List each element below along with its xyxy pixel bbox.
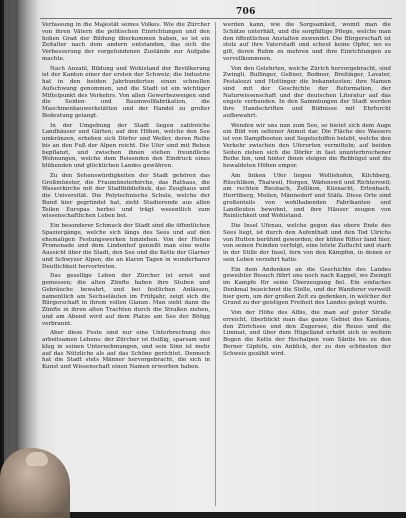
- header-rule: [40, 18, 392, 19]
- paragraph: Verfassung in die Majestät seines Volkes. Wie die Zürcher von ihren Vätern die politischen Einrichtungen und den hohen Grad der Bildung überkommen haben, so ist ein Zeitalter nach dem andern entstanden, das sich die Verbesserung der vorgefundenen Zustände zur Aufgabe machte.: [42, 22, 210, 62]
- book-page: [18, 0, 406, 512]
- paragraph: Aber diese Feste sind nur eine Unterbrechung des arbeitsamen Lebens; der Zürcher ist fleißig, sparsam und klug in seinen Unternehmungen, und sein Sinn ist mehr auf das Nützliche als auf das Schöne gerichtet. Dennoch hat die Stadt stets Männer hervorgebracht, die sich in Kunst und Wissenschaft einen Namen erworben haben.: [42, 330, 210, 370]
- paragraph: Ein besonderer Schmuck der Stadt sind die öffentlichen Spaziergänge, welche sich längs des Sees und auf den ehemaligen Festungswerken hinziehen. Von der Hohen Promenade und dem Lindenhof genießt man eine weite Aussicht über die Stadt, den See und die Kette der Glarner und Schwyzer Alpen, die an klaren Tagen in wunderbarer Deutlichkeit hervortreten.: [42, 223, 210, 270]
- paragraph: werden kann, wie die Sorgsamkeit, womit man die Schätze unterhält, und die sorgfältige Pflege, welche man den öffentlichen Anstalten zuwendet. Die Bürgerschaft ist stolz auf ihre Vaterstadt und scheut keine Opfer, wo es gilt, deren Ruhm zu mehren und ihre Einrichtungen zu vervollkommnen.: [223, 22, 391, 62]
- paragraph: Das gesellige Leben der Zürcher ist ernst und gemessen; die alten Zünfte haben ihre Stuben und Gebräuche bewahrt, und bei festlichen Anlässen, namentlich am Sechseläuten im Frühjahr, zeigt sich die Bürgerschaft in ihrem vollen Glanze. Man sieht dann die Zünfte in ihren alten Trachten durch die Straßen ziehen, und am Abend wird auf dem Platze am See der Böögg verbrannt.: [42, 273, 210, 327]
- text-column-left: [42, 22, 210, 508]
- paragraph: Von den Gelehrten, welche Zürich hervorgebracht, sind Zwingli, Bullinger, Geßner, Bodmer, Breitinger, Lavater, Pestalozzi und Hottinger die bekanntesten; ihre Namen sind mit der Geschichte der Reformation, der Naturwissenschaft und der deutschen Literatur auf das engste verbunden. In den Sammlungen der Stadt werden ihre Handschriften und Bildnisse mit Ehrfurcht aufbewahrt.: [223, 65, 391, 119]
- text-column-right: [223, 22, 391, 508]
- page-number: 706: [236, 7, 256, 17]
- column-divider: [215, 22, 216, 506]
- paragraph: Am linken Ufer liegen Wollishofen, Kilchberg, Rüschlikon, Thalweil, Horgen, Wädenswil und Richterswil; am rechten Riesbach, Zollikon, Küsnacht, Erlenbach, Herrliberg, Meilen, Männedorf und Stäfa. Diese Orte sind großenteils von wohlhabenden Fabrikanten und Landleuten bewohnt, und ihre Häuser zeugen von Reinlichkeit und Wohlstand.: [223, 172, 391, 220]
- book-page-edges: [4, 0, 18, 512]
- paragraph: Nach Anzahl, Bildung und Wohlstand der Bevölkerung ist der Kanton einer der ersten der Schweiz; die Industrie hat in den beiden Jahrhunderten einen schnellen Aufschwung genommen, und die Stadt ist ein wichtiger Mittelpunkt des Verkehrs. Von allen Gewerbszweigen sind die Seiden- und Baumwollfabrikation, die Maschinenbauwerkstätten und der Handel zu großer Bedeutung gelangt.: [42, 65, 210, 119]
- paragraph: Ein dem Andenken an die Geschichte des Landes geweihter Besuch führt uns noch nach Kappel, wo Zwingli im Kampfe für seine Überzeugung fiel. Ein einfaches Denkmal bezeichnet die Stelle, und der Wanderer verweilt hier gern, um der großen Zeit zu gedenken, in welcher der Grund zu der geistigen Freiheit des Landes gelegt wurde.: [223, 266, 391, 307]
- gutter-shadow: [18, 0, 40, 512]
- paragraph: Die Insel Ufenau, welche gegen das obere Ende des Sees liegt, ist durch den Aufenthalt und den Tod Ulrichs von Hutten berühmt geworden; der kühne Ritter fand hier, von seinen Feinden verfolgt, eine letzte Zuflucht und starb in der Stille der Insel, fern von den Kämpfen, in denen er sein Leben verzehrt hatte.: [223, 223, 391, 263]
- paragraph: Wenden wir uns nun zum See, so bietet sich dem Auge ein Bild von seltener Anmut dar. Die Fläche des Wassers ist von Dampfbooten und Segelschiffen belebt, welche den Verkehr zwischen den Uferorten vermitteln; auf beiden Seiten ziehen sich die Dörfer in fast ununterbrochener Reihe hin, und hinter ihnen steigen die Rebhügel und die bewaldeten Höhen empor.: [223, 122, 391, 169]
- paragraph: In der Umgebung der Stadt liegen zahlreiche Landhäuser und Gärten; auf den Höhen, welche den See umkränzen, erheben sich Dörfer und Weiler, deren Reihe bis an den Fuß der Alpen reicht. Die Ufer sind mit Reben bepflanzt, und zwischen ihnen stehen freundliche Wohnungen, welche dem Reisenden den Eindruck eines blühenden und glücklichen Landes gewähren.: [42, 122, 210, 169]
- thumbnail-fingernail: [26, 452, 48, 466]
- paragraph: Von der Höhe des Albis, die man auf guter Straße erreicht, überblickt man das ganze Gebiet des Kantons, den Zürichsee und den Zugersee, die Reuss und die Limmat, und über dem Hügelland erhebt sich in weitem Bogen die Kette der Hochalpen vom Säntis bis zu den Berner Gipfeln, ein Anblick, der zu den schönsten der Schweiz gezählt wird.: [223, 310, 391, 357]
- paragraph: Zu den Sehenswürdigkeiten der Stadt gehören das Großmünster, die Fraumünsterkirche, das Rathaus, die Wasserkirche mit der Stadtbibliothek, das Zeughaus und die Universität. Die Polytechnische Schule, welche der Bund hier gegründet hat, zieht Studierende aus allen Teilen Europas herbei und trägt wesentlich zum wissenschaftlichen Leben bei.: [42, 172, 210, 220]
